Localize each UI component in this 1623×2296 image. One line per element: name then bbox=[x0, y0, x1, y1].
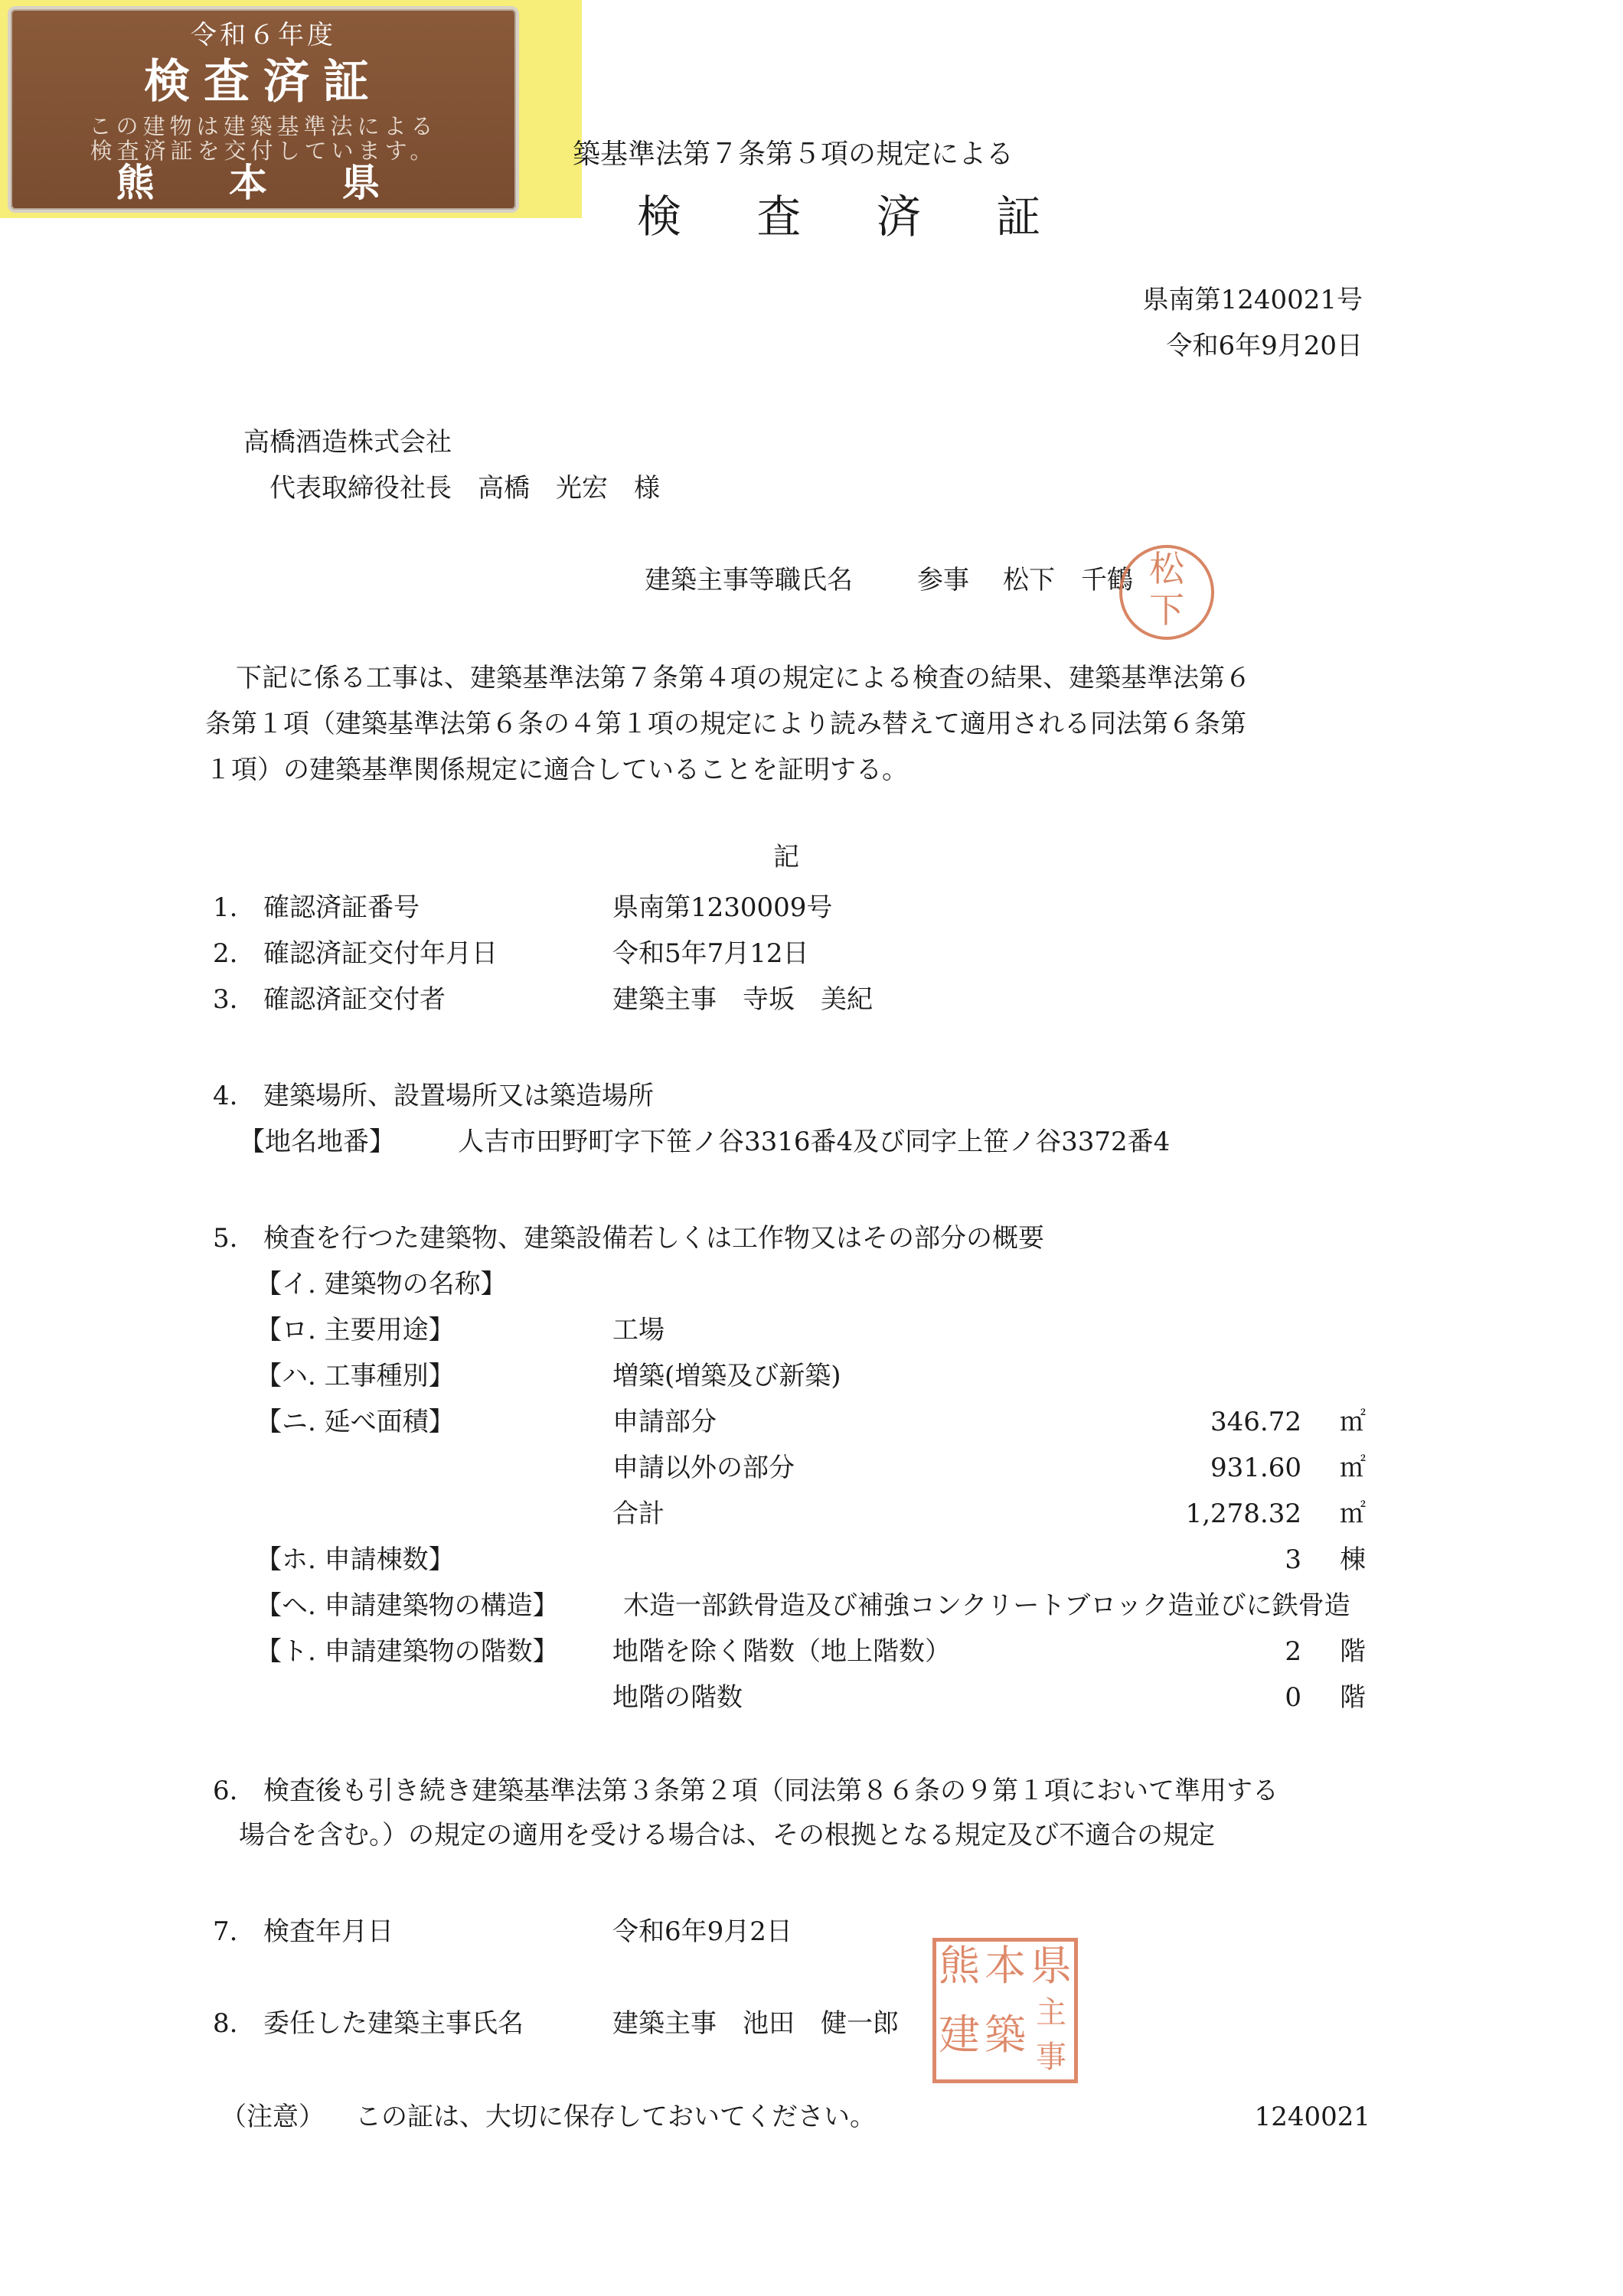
recipient-company: 高橋酒造株式会社 bbox=[243, 427, 452, 458]
item-4-label: 建築場所、設置場所又は築造場所 bbox=[263, 1081, 654, 1111]
item-2-label: 確認済証交付年月日 bbox=[263, 938, 498, 969]
area-row-value: 346.72 bbox=[1210, 1407, 1301, 1437]
document-code: 1240021 bbox=[1254, 2102, 1370, 2132]
floor-row-unit: 階 bbox=[1340, 1682, 1366, 1713]
recipient-person: 代表取締役社長 高橋 光宏 様 bbox=[269, 473, 660, 504]
area-row-name: 申請部分 bbox=[612, 1407, 717, 1437]
intro-line-2: 条第１項（建築基準法第６条の４第１項の規定により読み替えて適用される同法第６条第 bbox=[205, 709, 1246, 739]
floor-row-value: 2 bbox=[1285, 1636, 1301, 1667]
item-5f-value: 木造一部鉄骨造及び補強コンクリートブロック造並びに鉄骨造 bbox=[623, 1590, 1350, 1621]
item-1-label: 確認済証番号 bbox=[263, 892, 420, 923]
sticker-text-1: この建物は建築基準法による bbox=[89, 113, 438, 139]
intro-line-1: 下記に係る工事は、建築基準法第７条第４項の規定による検査の結果、建築基準法第６ bbox=[236, 663, 1251, 693]
inspection-sticker bbox=[8, 6, 519, 213]
area-row-value: 1,278.32 bbox=[1185, 1499, 1301, 1529]
document-subtitle: 築基準法第７条第５項の規定による bbox=[573, 139, 1014, 170]
item-7-value: 令和6年9月2日 bbox=[612, 1916, 792, 1947]
floor-row-name: 地階の階数 bbox=[612, 1682, 743, 1713]
area-row-name: 申請以外の部分 bbox=[612, 1453, 795, 1483]
building-count: 3 bbox=[1285, 1544, 1301, 1575]
note-label: （注意） bbox=[220, 2102, 325, 2132]
ki-heading: 記 bbox=[773, 842, 799, 872]
item-5c-value: 増築(増築及び新築) bbox=[612, 1361, 841, 1391]
item-1-value: 県南第1230009号 bbox=[612, 892, 833, 923]
sticker-title: 検査済証 bbox=[144, 55, 383, 109]
item-2-value: 令和5年7月12日 bbox=[612, 938, 809, 969]
intro-line-3: １項）の建築基準関係規定に適合していることを証明する。 bbox=[205, 755, 908, 785]
item-8-label: 委任した建築主事氏名 bbox=[263, 2008, 524, 2039]
item-5f-label: 【ヘ. 申請建築物の構造】 bbox=[256, 1590, 559, 1621]
certificate-number: 県南第1240021号 bbox=[1142, 285, 1363, 315]
note-text: この証は、大切に保存しておいてください。 bbox=[355, 2102, 876, 2132]
item-5a-label: 【イ. 建築物の名称】 bbox=[256, 1269, 507, 1300]
item-5d-label: 【ニ. 延べ面積】 bbox=[256, 1407, 455, 1437]
item-8-value: 建築主事 池田 健一郎 bbox=[612, 2008, 899, 2039]
floor-row-unit: 階 bbox=[1340, 1636, 1366, 1667]
item-5-label: 検査を行つた建築物、建築設備若しくは工作物又はその部分の概要 bbox=[263, 1223, 1044, 1254]
item-7-label: 検査年月日 bbox=[263, 1916, 394, 1947]
area-row-unit: ㎡ bbox=[1340, 1499, 1366, 1529]
item-8-number: 8. bbox=[213, 2008, 238, 2039]
item-2-number: 2. bbox=[213, 938, 238, 969]
item-6-number: 6. bbox=[213, 1776, 238, 1806]
item-5b-label: 【ロ. 主要用途】 bbox=[256, 1315, 455, 1345]
item-7-number: 7. bbox=[213, 1916, 238, 1947]
item-4-number: 4. bbox=[213, 1081, 238, 1111]
item-5g-label: 【ト. 申請建築物の階数】 bbox=[256, 1636, 559, 1667]
item-5-number: 5. bbox=[213, 1223, 238, 1254]
item-4-sublabel: 【地名地番】 bbox=[239, 1127, 395, 1157]
official-name: 松下 千鶴 bbox=[1003, 565, 1133, 595]
sticker-text-2: 検査済証を交付しています。 bbox=[90, 138, 437, 164]
item-3-label: 確認済証交付者 bbox=[263, 984, 446, 1015]
item-5e-label: 【ホ. 申請棟数】 bbox=[256, 1544, 455, 1575]
area-row-unit: ㎡ bbox=[1340, 1407, 1366, 1437]
sticker-year: 令和６年度 bbox=[191, 20, 336, 51]
item-5c-label: 【ハ. 工事種別】 bbox=[256, 1361, 455, 1391]
area-row-unit: ㎡ bbox=[1340, 1453, 1366, 1483]
area-row-value: 931.60 bbox=[1210, 1453, 1301, 1483]
personal-seal: 松 下 bbox=[1119, 545, 1214, 640]
floor-row-name: 地階を除く階数（地上階数） bbox=[612, 1636, 951, 1667]
item-6-line-1: 検査後も引き続き建築基準法第３条第２項（同法第８６条の９第１項において準用する bbox=[263, 1776, 1278, 1806]
floor-row-value: 0 bbox=[1285, 1682, 1301, 1713]
document-title: 検 査 済 証 bbox=[637, 191, 1072, 243]
building-count-unit: 棟 bbox=[1340, 1544, 1366, 1575]
sticker-issuer: 熊 本 県 bbox=[116, 160, 411, 205]
area-row-name: 合計 bbox=[612, 1499, 665, 1529]
official-title: 参事 bbox=[917, 565, 969, 595]
item-3-value: 建築主事 寺坂 美紀 bbox=[612, 984, 873, 1015]
item-6-line-2: 場合を含む。）の規定の適用を受ける場合は、その根拠となる規定及び不適合の規定 bbox=[239, 1820, 1215, 1851]
item-5b-value: 工場 bbox=[612, 1315, 665, 1345]
item-4-value: 人吉市田野町字下笹ノ谷3316番4及び同字上笹ノ谷3372番4 bbox=[458, 1127, 1171, 1157]
issue-date: 令和6年9月20日 bbox=[1166, 331, 1363, 361]
item-3-number: 3. bbox=[213, 984, 238, 1015]
item-1-number: 1. bbox=[213, 892, 238, 923]
official-label: 建築主事等職氏名 bbox=[645, 565, 853, 595]
official-seal: 熊 本 県 建 築 主事 bbox=[932, 1938, 1078, 2083]
